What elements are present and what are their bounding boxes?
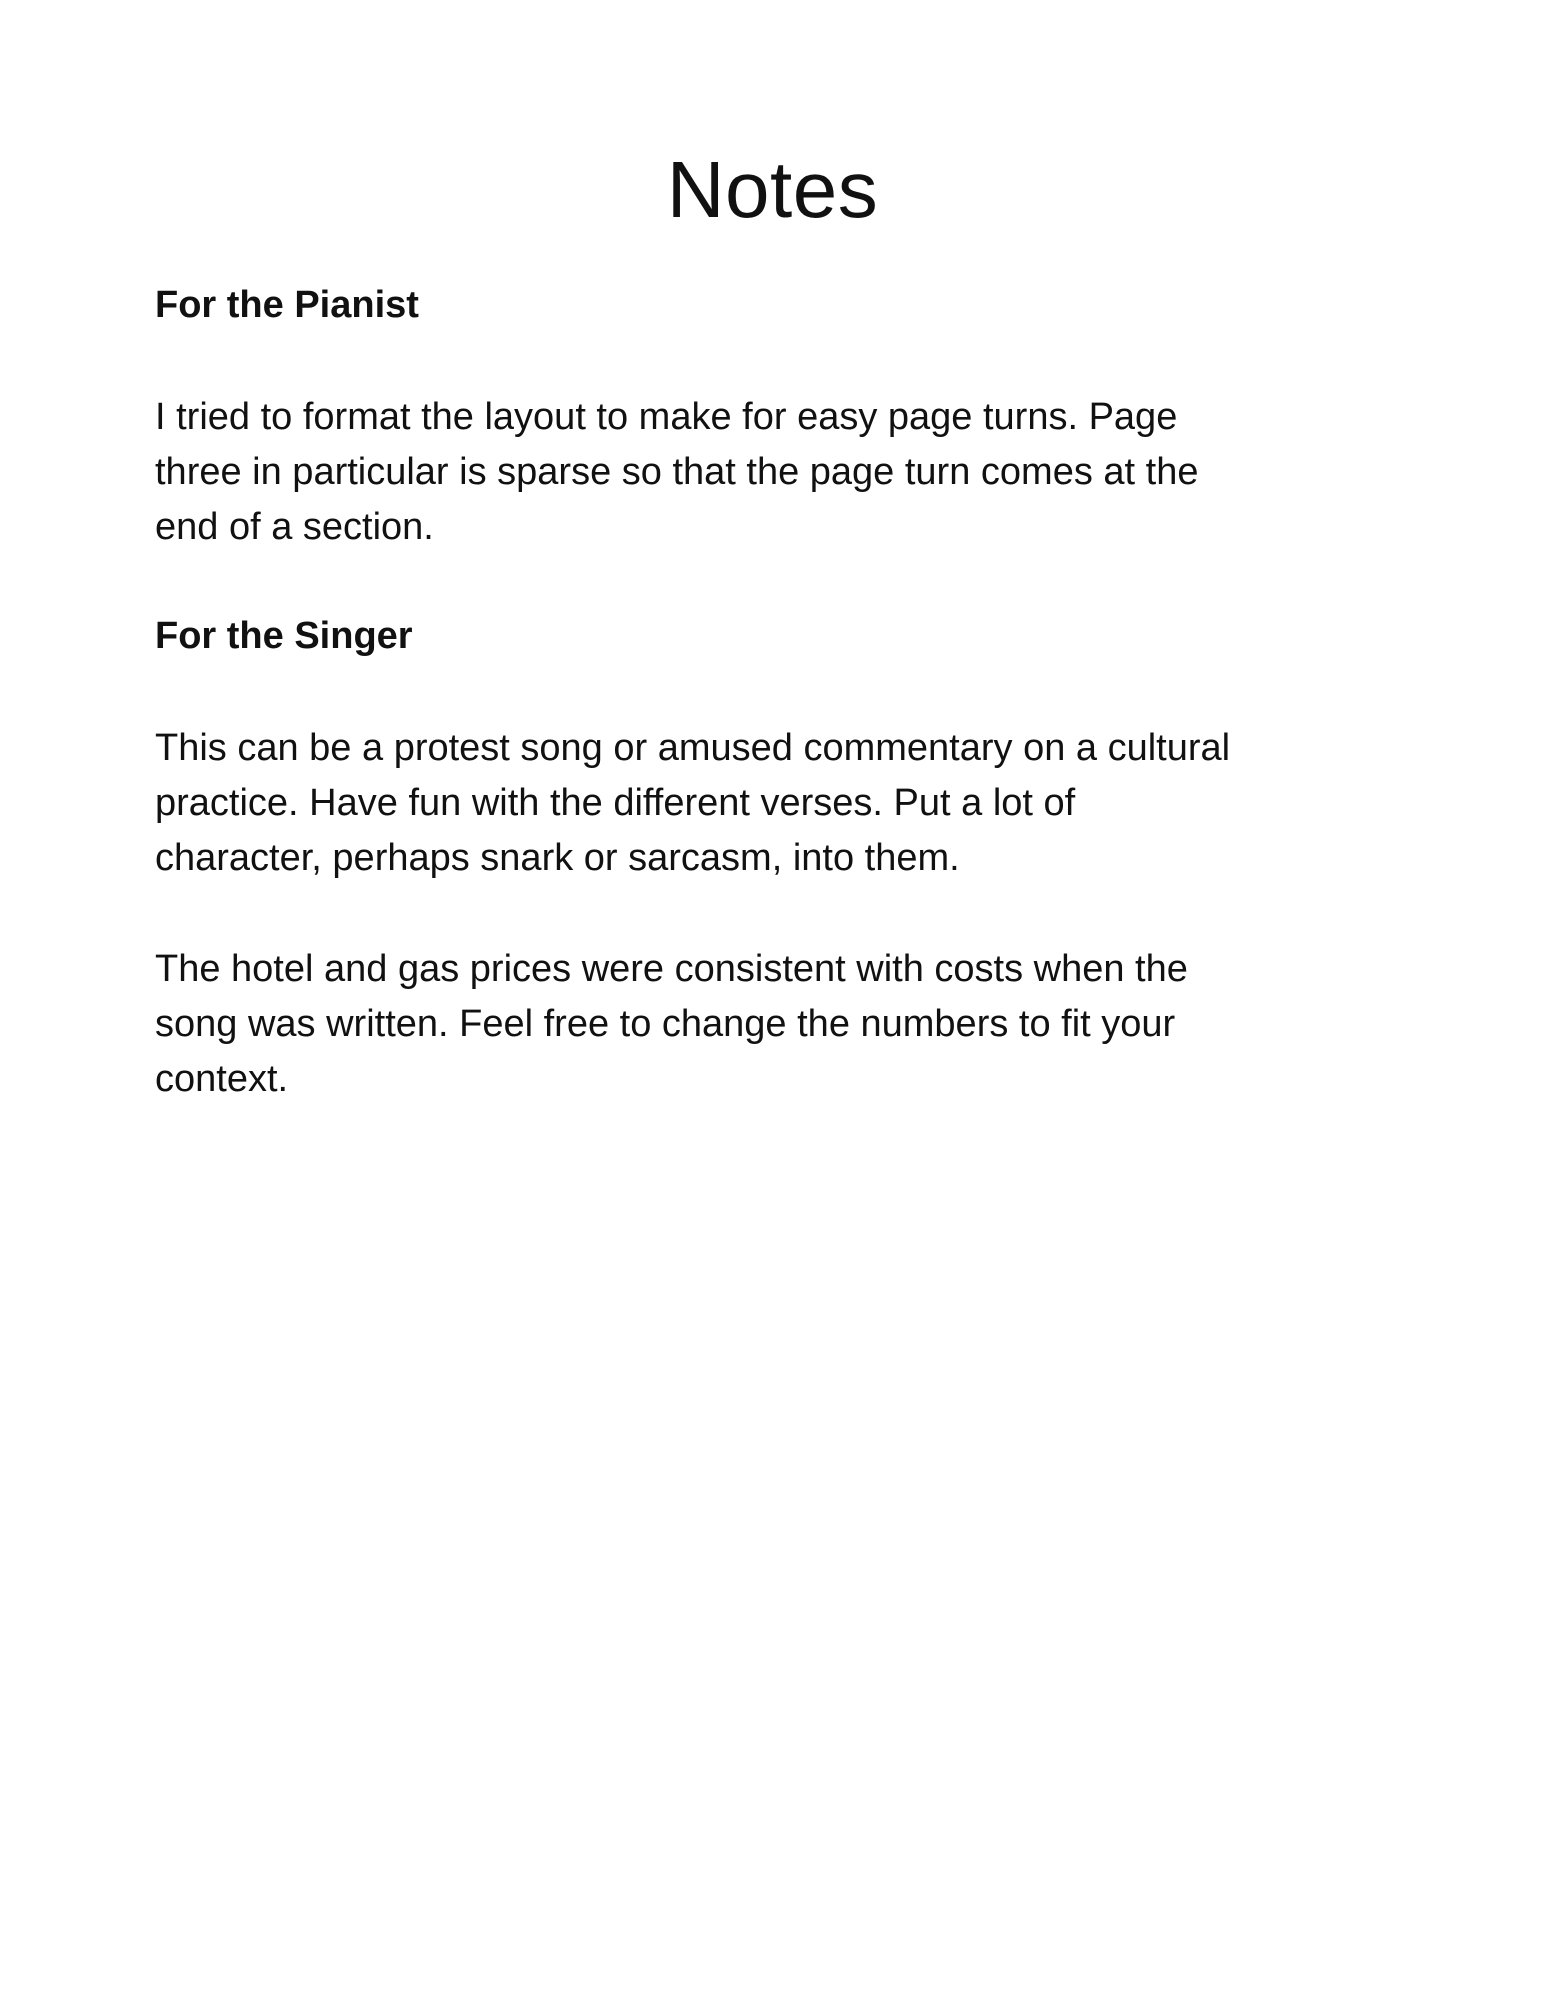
section-heading-pianist: For the Pianist (155, 284, 419, 326)
pianist-paragraph: I tried to format the layout to make for easy page turns. Page three in particular is sparse so that the page turn comes at the end of a section. (155, 396, 1199, 548)
section-heading-singer: For the Singer (155, 615, 413, 657)
singer-paragraph-1: This can be a protest song or amused commentary on a cultural practice. Have fun with the different verses. Put a lot of character, perhaps snark or sarcasm, into them. (155, 727, 1231, 879)
page-title: Notes (666, 145, 879, 234)
singer-paragraph-2: The hotel and gas prices were consistent with costs when the song was written. Feel free to change the numbers to fit your context. (155, 948, 1188, 1100)
notes-content (155, 280, 1395, 1163)
